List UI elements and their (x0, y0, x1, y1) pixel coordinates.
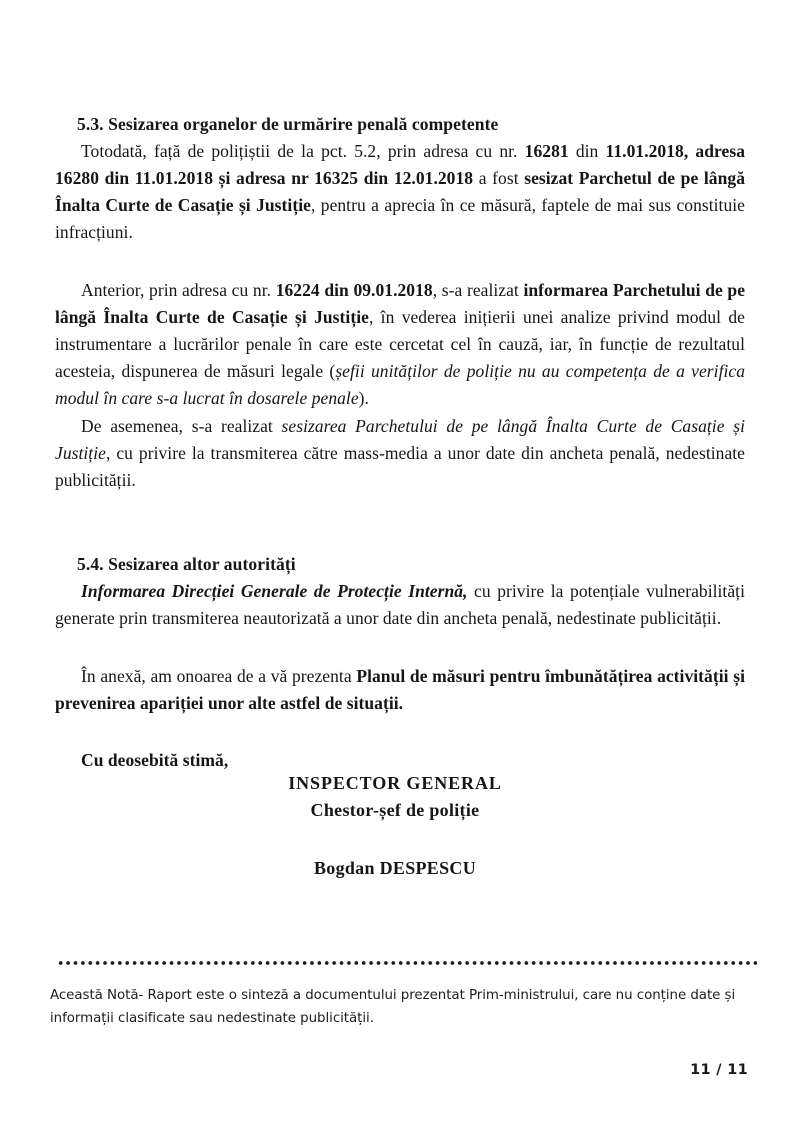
paragraph-5-4-1 (55, 578, 745, 632)
italic-run: sesizarea Parchetului de pe lângă Înalta Curte de Casație și Justiție (55, 415, 745, 463)
footer-note: Această Notă- Raport este o sinteză a documentului prezentat Prim-ministrului, care nu conține date și informații clasificate sau nedestinate publicității. (50, 988, 736, 1027)
text-run: , în vederea inițierii unei analize privind modul de instrumentare a lucrărilor penale în care este cercetat cel în cauză, iar, în funcție de rezultatul acesteia, dispunerea de măsuri legale ( (55, 306, 745, 382)
signature-block (0, 770, 790, 879)
text-run: Totodată, față de polițiștii de la pct. 5.2, prin adresa cu nr. (81, 140, 525, 161)
section-heading-5-3: 5.3. Sesizarea organelor de urmărire penală competente (77, 114, 499, 134)
paragraph-spacer (55, 717, 745, 747)
text-run: , pentru a aprecia în ce măsură, faptele de mai sus constituie infracțiuni. (55, 195, 746, 243)
paragraph-5-3-2 (55, 277, 745, 413)
page-footer (50, 960, 760, 1030)
document-body (55, 112, 745, 774)
text-run: De asemenea, s-a realizat (81, 415, 282, 436)
signature-title: INSPECTOR GENERAL (288, 773, 502, 793)
paragraph-annex (55, 663, 745, 717)
text-run: a fost (473, 168, 525, 189)
page-number: 11 / 11 (690, 1062, 748, 1078)
bold-run: 11.01.2018, adresa 16280 din 11.01.2018 și adresa nr 16325 din 12.01.2018 (55, 140, 745, 189)
section-heading-5-4: 5.4. Sesizarea altor autorități (77, 554, 296, 575)
bold-italic-run: Informarea Direcției Generale de Protecție Internă, (81, 581, 468, 602)
text-run: În anexă, am onoarea de a vă prezenta (81, 665, 357, 686)
bold-run: 16281 (524, 140, 569, 161)
paragraph-5-3-1 (55, 138, 745, 247)
text-run: cu privire la potențiale vulnerabilități generate prin transmiterea neautorizată a unor date din ancheta penală, nedestinate publicității. (55, 581, 745, 629)
text-run: , s-a realizat (432, 279, 524, 300)
dotted-separator (57, 960, 757, 966)
bold-run: sesizat Parchetul de pe lângă Înalta Curte de Casație și Justiție (55, 168, 745, 216)
section-spacer (55, 494, 745, 552)
paragraph-5-3-3 (55, 413, 745, 495)
text-run: Anterior, prin adresa cu nr. (81, 279, 276, 300)
bold-run: informarea Parchetului de pe lângă Înalta Curte de Casație și Justiție (55, 279, 746, 327)
signature-name: Bogdan DESPESCU (313, 857, 477, 878)
text-run: din (568, 140, 606, 161)
paragraph-spacer (55, 633, 745, 663)
text-run: , cu privire la transmiterea către mass-media a unor date din ancheta penală, nedestinate publicității. (55, 442, 745, 491)
text-run: ). (358, 388, 369, 409)
bold-run: 16224 din 09.01.2018 (275, 279, 433, 300)
paragraph-spacer (55, 247, 745, 277)
italic-run: șefii unităților de poliție nu au competența de a verifica modul în care s-a lucrat în dosarele penale (55, 361, 746, 409)
bold-run: Planul de măsuri pentru îmbunătățirea activității și prevenirea apariției unor alte astfel de situații. (55, 665, 745, 713)
signature-rank: Chestor-șef de poliție (310, 800, 480, 821)
closing-regards: Cu deosebită stimă, (81, 749, 229, 770)
